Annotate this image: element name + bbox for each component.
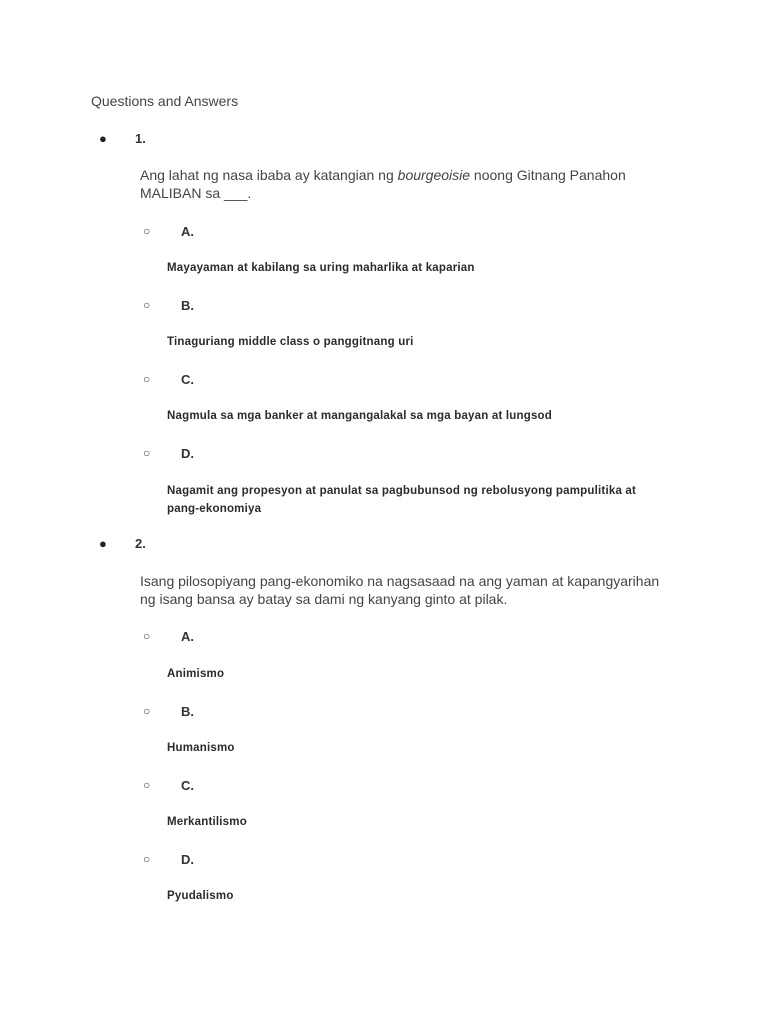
option-letter: A. (181, 629, 194, 644)
option-text: Merkantilismo (167, 816, 247, 828)
option-letter: B. (181, 704, 194, 719)
circle-bullet-icon: ○ (143, 372, 151, 386)
option-text: Nagmula sa mga banker at mangangalakal sa mga bayan at lungsod (167, 410, 552, 422)
circle-bullet-icon: ○ (143, 298, 151, 312)
circle-bullet-icon: ○ (143, 446, 151, 460)
bullet-icon: ● (99, 536, 107, 551)
option-text: Animismo (167, 668, 225, 680)
option-letter: C. (181, 778, 194, 793)
question-number: 2. (135, 536, 146, 551)
option-text: Mayayaman at kabilang sa uring maharlika at kaparian (167, 262, 475, 274)
option-letter: B. (181, 298, 194, 313)
option-letter: C. (181, 372, 194, 387)
option-text: Nagamit ang propesyon at panulat sa pagbubunsod ng rebolusyong pampulitika at pang-ekonomiya (167, 485, 637, 515)
option-letter: A. (181, 224, 194, 239)
question-text: Isang pilosopiyang pang-ekonomiko na nagsasaad na ang yaman at kapangyarihan ng isang bansa ay batay sa dami ng kanyang ginto at pilak. (140, 573, 660, 607)
option-text: Pyudalismo (167, 890, 234, 902)
option-letter: D. (181, 446, 194, 461)
question-text: Ang lahat ng nasa ibaba ay katangian ng bourgeoisie noong Gitnang Panahon MALIBAN sa ___. (140, 167, 626, 201)
circle-bullet-icon: ○ (143, 778, 151, 792)
circle-bullet-icon: ○ (143, 704, 151, 718)
circle-bullet-icon: ○ (143, 629, 151, 643)
bullet-icon: ● (99, 131, 107, 146)
option-text: Humanismo (167, 742, 235, 754)
option-letter: D. (181, 852, 194, 867)
circle-bullet-icon: ○ (143, 224, 151, 238)
page-title: Questions and Answers (91, 93, 239, 109)
question-number: 1. (135, 131, 146, 146)
option-text: Tinaguriang middle class o panggitnang uri (167, 336, 414, 348)
circle-bullet-icon: ○ (143, 852, 151, 866)
